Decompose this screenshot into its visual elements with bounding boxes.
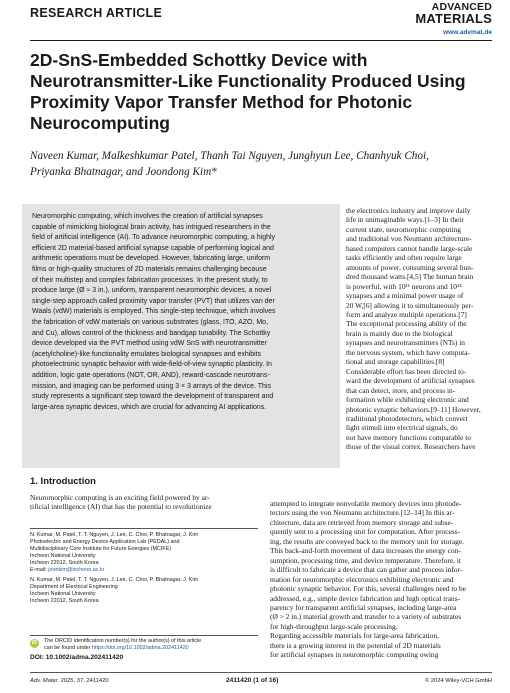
text-line: quently sent to a processing unit for computation. After process- — [270, 527, 461, 537]
text-line: the nervous system, which have computa- — [346, 347, 470, 357]
orcid-note — [44, 638, 260, 652]
text-line: tional and storage capabilities.[8] — [346, 357, 445, 367]
text-line: photonic synaptic behavior. For this, several challenges need to be — [270, 584, 467, 594]
orcid-line: The ORCID identification number(s) for the author(s) of this article — [44, 638, 202, 644]
email-link[interactable]: joonkim@incheon.ac.kr — [48, 567, 105, 574]
affiliation-line: Department of Electrical Engineering — [30, 584, 118, 591]
text-line: not have memory functions comparable to — [346, 432, 471, 442]
text-line: for artificial synapses in neuromorphic computing owing — [270, 650, 439, 660]
abstract-line: films or high-quality structures of 2D materials remains challenging because — [32, 265, 267, 273]
text-line: there is a growing interest in the potential of 2D materials — [270, 640, 441, 650]
body-column-right — [346, 206, 496, 452]
text-line: amounts of power, consuming several hun- — [346, 262, 474, 272]
affiliation-line: Multidisciplinary Core Institute for Future Energies (MCIFE) — [30, 546, 172, 553]
abstract-line: addition, logic gate operations (NOT, OR, AND), reward-cascade neurotrans- — [32, 371, 270, 379]
text-line: Regarding accessible materials for large-area fabrication, — [270, 631, 439, 641]
abstract-line: study represents a significant step toward the development of transparent and — [32, 393, 274, 401]
email-line — [30, 567, 258, 574]
text-line: traditional photodetectors, which convert — [346, 413, 468, 423]
abstract-line: and Cu), allows control of the thickness and bandgap tunability. The Schottky — [32, 329, 271, 337]
article-title — [30, 50, 490, 134]
text-line: synapses and neurotransmitters (NTs) in — [346, 338, 465, 348]
text-line: 20 W,[6] allowing it to simultaneously per- — [346, 300, 474, 310]
affiliation-line: N. Kumar, M. Patel, T. T. Nguyen, J. Lee, C. Choi, P. Bhatnagar, J. Kim — [30, 532, 199, 538]
title-line: Neurocomputing — [30, 113, 170, 133]
text-line: attempted to integrate nonvolatile memory devices into photode- — [270, 499, 462, 508]
text-line: is powerful, with 10¹¹ neurons and 10¹⁴ — [346, 281, 462, 291]
header-divider — [30, 40, 492, 41]
orcid-line: can be found under https://doi.org/10.1002/adma.202411420 — [44, 644, 189, 651]
title-line: Proximity Vapor Transfer Method for Photonic — [30, 92, 413, 112]
affiliation-line: Incheon 22012, South Korea — [30, 560, 99, 567]
abstract-text — [32, 212, 332, 413]
text-line: sumption, processing time, and device temperature. Therefore, it — [270, 555, 461, 565]
text-line: ing, the results are conveyed back to the memory unit for storage. — [270, 536, 464, 546]
introduction-paragraph — [30, 493, 260, 512]
abstract-line: field of artificial intelligence (AI). To advance neuromorphic computing, a highly — [32, 234, 276, 242]
text-line: The exceptional processing ability of the — [346, 319, 467, 329]
text-line: that can detect, store, and process in- — [346, 385, 456, 395]
orcid-divider — [30, 635, 258, 636]
text-line: and traditional von Neumann architecture- — [346, 234, 472, 244]
body-column-lower-right — [270, 499, 496, 660]
text-line: Considerable effort has been directed to- — [346, 366, 467, 376]
affiliation-line: Photoelectric and Energy Device Application Lab (PEDAL) and — [30, 539, 180, 546]
text-line: photonic synaptic behaviors.[9–11] However, — [346, 404, 481, 414]
email-label: E-mail: — [30, 567, 47, 574]
text-line: tectors using the von Neumann architecture.[12–14] In this ar- — [270, 508, 455, 518]
text-line: dred thousand watts.[4,5] The human brain — [346, 272, 474, 282]
journal-logo-line2: MATERIALS — [415, 10, 492, 26]
abstract-line: produce large (Ø ≈ 3 in.), uniform, transparent neuromorphic devices, a novel — [32, 287, 272, 295]
abstract-line: Neuromorphic computing, which involves the creation of artificial synapses — [32, 213, 263, 220]
affiliation-divider — [30, 528, 258, 529]
journal-url-link[interactable]: www.advmat.de — [443, 29, 492, 36]
affiliation-line: N. Kumar, M. Patel, T. T. Nguyen, J. Lee, C. Choi, P. Bhatnagar, J. Kim — [30, 577, 199, 584]
abstract-line: Waals (vdW) materials is employed. This single-step technique, which involves — [32, 308, 276, 316]
footer-page-number: 2411420 (1 of 16) — [226, 677, 279, 684]
text-line: brain is mainly due to the biological — [346, 328, 453, 338]
abstract-line: arithmetic operations must be developed. However, fabricating large, uniform — [32, 255, 271, 263]
author-line: Priyanka Bhatnagar, and Joondong Kim* — [30, 166, 217, 178]
abstract-line: photoelectronic synaptic behavior with wide-field-of-view synaptic plasticity. In — [32, 361, 272, 369]
text-line: synapses and a minimal power usage of — [346, 291, 464, 301]
text-line: mation for neuromorphic electronics exhibiting electronic and — [270, 574, 454, 584]
abstract-line: device developed via the PVT method using vdW SnS with neurotransmitter — [32, 340, 267, 348]
abstract-line: capable of mimicking biological brain activity, has intrigued researchers in the — [32, 223, 271, 231]
footer-divider — [30, 672, 492, 673]
abstract-line: efficient 2D material-based artificial synapse capable of performing logical and — [32, 244, 274, 252]
abstract-line: single-step approach called proximity vapor transfer (PVT) that utilizes van der — [32, 297, 275, 305]
title-line: 2D-SnS-Embedded Schottky Device with — [30, 50, 368, 70]
text-line: the electronics industry and improve daily — [346, 206, 471, 215]
text-line: is difficult to fabricate a device that can gather and process infor- — [270, 565, 463, 575]
author-line: Naveen Kumar, Malkeshkumar Patel, Thanh Tai Nguyen, Junghyun Lee, Chanhyuk Choi, — [30, 150, 429, 162]
abstract-line: (acetylcholine)-like functionality emulates biological synapses and exhibits — [32, 350, 262, 358]
text-line: current state, neuromorphic computing — [346, 224, 461, 234]
text-line: ward the development of artificial synapses — [346, 376, 475, 386]
footer-citation — [30, 678, 109, 684]
text-line: (Ø > 2 in.) material growth and transfer to a variety of substrates — [270, 612, 462, 622]
text-line: light stimuli into electrical signals, do — [346, 423, 458, 433]
footer-volume: 2025, 37, 2411420 — [60, 678, 109, 684]
orcid-doi-link[interactable]: https://doi.org/10.1002/adma.202411420 — [91, 644, 189, 651]
abstract-line: of their multistep and complex fabrication processes. In the present study, to — [32, 276, 268, 284]
affiliations — [30, 532, 258, 605]
text-line: those of the visual cortex. Researchers have — [346, 442, 476, 452]
journal-logo-line1: ADVANCED — [431, 1, 492, 13]
text-line: based computers cannot handle large-scale — [346, 243, 473, 253]
page-header — [0, 0, 510, 40]
text-line: chitecture, data are retrieved from memory storage and subse- — [270, 517, 454, 527]
journal-logo — [415, 3, 492, 25]
abstract-line: the fabrication of vdW materials on various substrates (glass, ITO, AZO, Mo, — [32, 318, 269, 326]
article-doi[interactable]: DOI: 10.1002/adma.202411420 — [30, 654, 124, 661]
text-line: Neuromorphic computing is an exciting field powered by ar- — [30, 493, 210, 502]
text-line: for high-throughput large-scale processing. — [270, 621, 398, 631]
section-heading-introduction: 1. Introduction — [30, 476, 96, 487]
affiliation-line: Incheon National University — [30, 553, 96, 560]
text-line: life in unimaginable ways.[1–3] In their — [346, 215, 464, 225]
affiliation-line: Incheon National University — [30, 591, 96, 598]
abstract-line: mission, and imaging can be performed using 3 × 3 arrays of the device. This — [32, 382, 271, 390]
text-line: This back-and-forth movement of data increases the energy con- — [270, 546, 461, 556]
abstract-line: large-area synaptic devices, which are crucial for advancing AI applications. — [32, 403, 267, 411]
text-line: formation while exhibiting electronic and — [346, 395, 469, 405]
article-type-label: RESEARCH ARTICLE — [30, 6, 163, 20]
text-line: addressed, e.g., simple device fabrication and high optical trans- — [270, 593, 461, 603]
footer-journal: Adv. Mater. — [30, 678, 59, 684]
text-line: tificial intelligence (AI) that has the potential to revolutionize — [30, 502, 212, 512]
text-line: tasks efficiently and often require large — [346, 253, 462, 263]
text-line: parency for transparent artificial synapses, including large-area — [270, 602, 457, 612]
footer-copyright: © 2024 Wiley-VCH GmbH — [424, 678, 492, 684]
orcid-icon: iD — [32, 640, 37, 646]
affiliation-line: Incheon 22012, South Korea — [30, 598, 99, 605]
title-line: Neurotransmitter-Like Functionality Produced Using — [30, 71, 466, 91]
author-list — [30, 148, 490, 180]
text-line: form and analyze multiple operations.[7] — [346, 309, 467, 319]
